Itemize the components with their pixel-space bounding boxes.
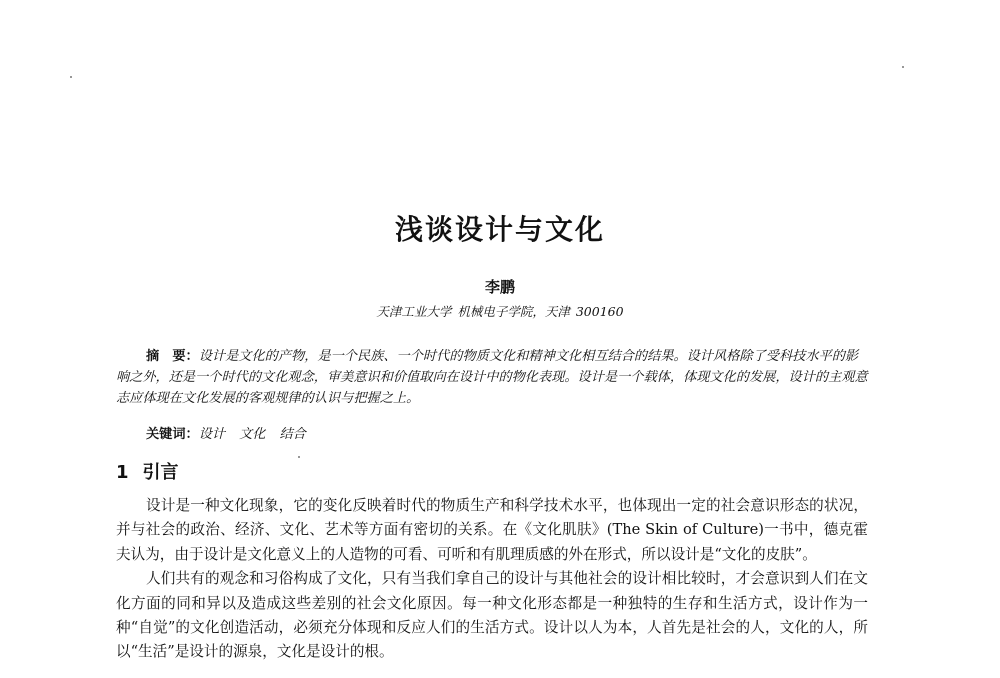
section-heading — [116, 458, 179, 484]
scan-speck — [902, 66, 904, 68]
keyword: 设计 — [198, 427, 226, 442]
author-name: 李鹏 — [484, 278, 515, 296]
scan-speck — [298, 456, 300, 458]
scan-speck — [70, 76, 72, 78]
section-title: 引言 — [142, 462, 179, 483]
paragraph: 设计是一种文化现象，它的变化反映着时代的物质生产和科学技术水平，也体现出一定的社会意识形态的状况，并与社会的政治、经济、文化、艺术等方面有密切的关系。在《文化肌肤》(The Skin of Culture)一书中，德克霍夫认为，由于设计是文化意义上的人造物的可看、可听和有肌理质感的外在形式，所以设计是“文化的皮肤”。 — [116, 497, 868, 563]
keywords — [146, 424, 866, 445]
abstract-label: 摘 要： — [146, 349, 199, 364]
paper-title: 浅谈设计与文化 — [394, 213, 605, 246]
keyword: 文化 — [239, 427, 266, 442]
abstract — [116, 346, 868, 409]
paragraph: 人们共有的观念和习俗构成了文化，只有当我们拿自己的设计与其他社会的设计相比较时，才会意识到人们在文化方面的同和异以及造成这些差别的社会文化原因。每一种文化形态都是一种独特的生存和生活方式，设计作为一种“自觉”的文化创造活动，必须充分体现和反应人们的生活方式。设计以人为本，人首先是社会的人，文化的人，所以“生活”是设计的源泉，文化是设计的根。 — [116, 570, 868, 661]
keyword: 结合 — [279, 427, 306, 442]
section-number: 1 — [116, 462, 129, 483]
author-affiliation: 天津工业大学 机械电子学院，天津 300160 — [376, 304, 624, 319]
abstract-text: 设计是文化的产物，是一个民族、一个时代的物质文化和精神文化相互结合的结果。设计风格除了受科技水平的影响之外，还是一个时代的文化观念，审美意识和价值取向在设计中的物化表现。设计是一个载体，体现文化的发展，设计的主观意志应体现在文化发展的客观规律的认识与把握之上。 — [116, 349, 868, 406]
body-text — [116, 494, 868, 665]
keywords-label: 关键词： — [146, 427, 199, 442]
